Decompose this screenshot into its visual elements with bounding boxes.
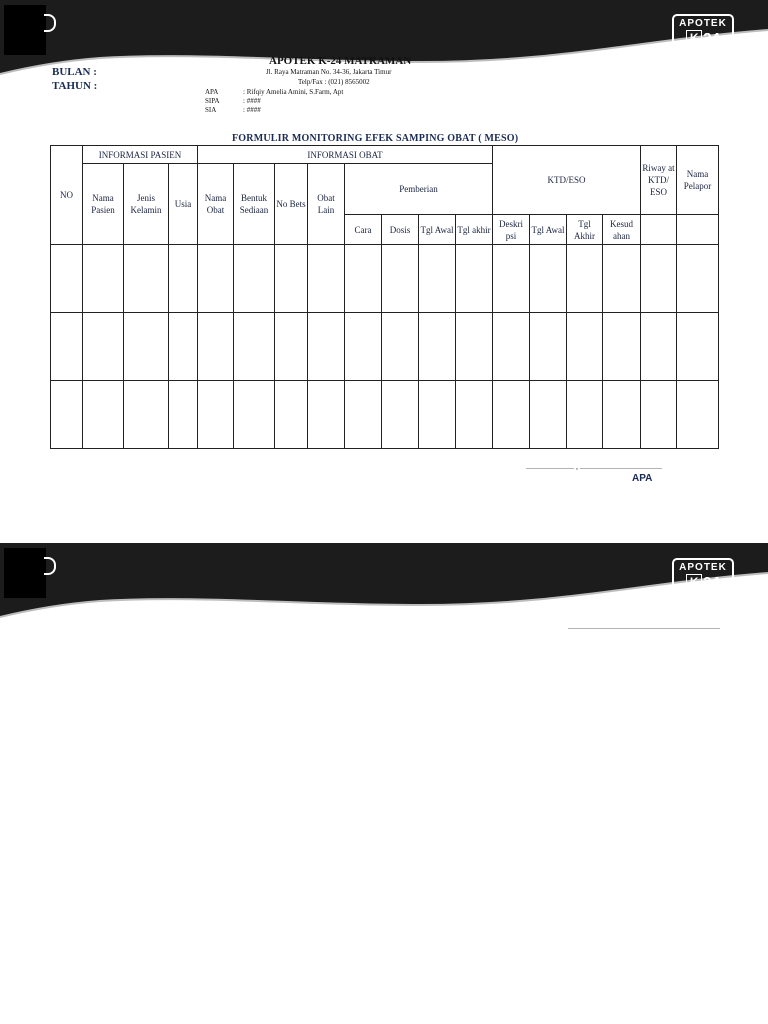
black-square bbox=[4, 548, 46, 598]
banner-wave bbox=[0, 0, 768, 90]
col-jenis-kelamin: Jenis Kelamin bbox=[124, 164, 169, 245]
sia-label: SIA bbox=[205, 106, 217, 114]
signature-apa: APA bbox=[632, 473, 653, 484]
col-kesudahan: Kesud ahan bbox=[603, 215, 641, 245]
header-row-1 bbox=[51, 146, 719, 164]
page2-dotted-line: ............................................................................ bbox=[568, 622, 720, 631]
apotek-k24-logo bbox=[672, 14, 734, 64]
col-riwayat-ktd-eso: Riway at KTD/ ESO bbox=[641, 146, 677, 215]
pharmacy-name: APOTEK K-24 MATRAMAN bbox=[269, 55, 412, 67]
group-informasi-pasien: INFORMASI PASIEN bbox=[83, 146, 198, 164]
banner-wave-2 bbox=[0, 543, 768, 633]
group-pemberian: Pemberian bbox=[345, 164, 493, 215]
meso-table bbox=[50, 145, 719, 449]
logo-number: 24 bbox=[703, 29, 720, 47]
col-nama-pelapor: Nama Pelapor bbox=[677, 146, 719, 215]
table-row bbox=[51, 381, 719, 449]
sipa-value: : #### bbox=[243, 97, 261, 105]
logo-tagline: Sehat Sehat Kita-Kita bbox=[681, 48, 725, 53]
apa-value: : Rifqiy Amelia Amini, S.Farm, Apt bbox=[243, 88, 344, 96]
col-usia: Usia bbox=[169, 164, 198, 245]
logo-tagline: Sehat Sehat Kita-Kita bbox=[681, 592, 725, 597]
table-row bbox=[51, 245, 719, 313]
form-title: FORMULIR MONITORING EFEK SAMPING OBAT ( MESO) bbox=[232, 133, 519, 144]
col-nama-pasien: Nama Pasien bbox=[83, 164, 124, 245]
pharmacy-phone: Telp/Fax : (021) 8565002 bbox=[298, 78, 370, 86]
col-tgl-awal: Tgl Awal bbox=[419, 215, 456, 245]
sipa-label: SIPA bbox=[205, 97, 220, 105]
signature-place-date: ........................ , ......................................... bbox=[526, 462, 662, 471]
col-ktd-tgl-awal: Tgl Awal bbox=[530, 215, 567, 245]
col-tgl-akhir: Tgl akhir bbox=[456, 215, 493, 245]
logo-k-box: K bbox=[686, 574, 702, 590]
col-no-bets: No Bets bbox=[275, 164, 308, 245]
logo-brand: APOTEK bbox=[679, 18, 727, 29]
col-no: NO bbox=[51, 146, 83, 245]
logo-k-box: K bbox=[686, 30, 702, 46]
col-riwayat-empty bbox=[641, 215, 677, 245]
second-page-banner bbox=[0, 543, 768, 633]
bulan-label: BULAN : bbox=[52, 66, 97, 78]
col-obat-lain: Obat Lain bbox=[308, 164, 345, 245]
col-pelapor-empty bbox=[677, 215, 719, 245]
sia-value: : #### bbox=[243, 106, 261, 114]
col-dosis: Dosis bbox=[382, 215, 419, 245]
group-ktd-eso: KTD/ESO bbox=[493, 146, 641, 215]
group-informasi-obat: INFORMASI OBAT bbox=[198, 146, 493, 164]
col-ktd-tgl-akhir: Tgl Akhir bbox=[567, 215, 603, 245]
col-bentuk-sediaan: Bentuk Sediaan bbox=[234, 164, 275, 245]
apa-label: APA bbox=[205, 88, 219, 96]
col-nama-obat: Nama Obat bbox=[198, 164, 234, 245]
col-deskripsi: Deskri psi bbox=[493, 215, 530, 245]
top-banner bbox=[0, 0, 768, 90]
pharmacy-address: Jl. Raya Matraman No. 34-36, Jakarta Timur bbox=[266, 68, 392, 76]
logo-brand: APOTEK bbox=[679, 562, 727, 573]
col-cara: Cara bbox=[345, 215, 382, 245]
logo-number: 24 bbox=[703, 573, 720, 591]
black-square bbox=[4, 5, 46, 55]
apotek-k24-logo-2 bbox=[672, 558, 734, 608]
tahun-label: TAHUN : bbox=[52, 80, 98, 92]
table-row bbox=[51, 313, 719, 381]
